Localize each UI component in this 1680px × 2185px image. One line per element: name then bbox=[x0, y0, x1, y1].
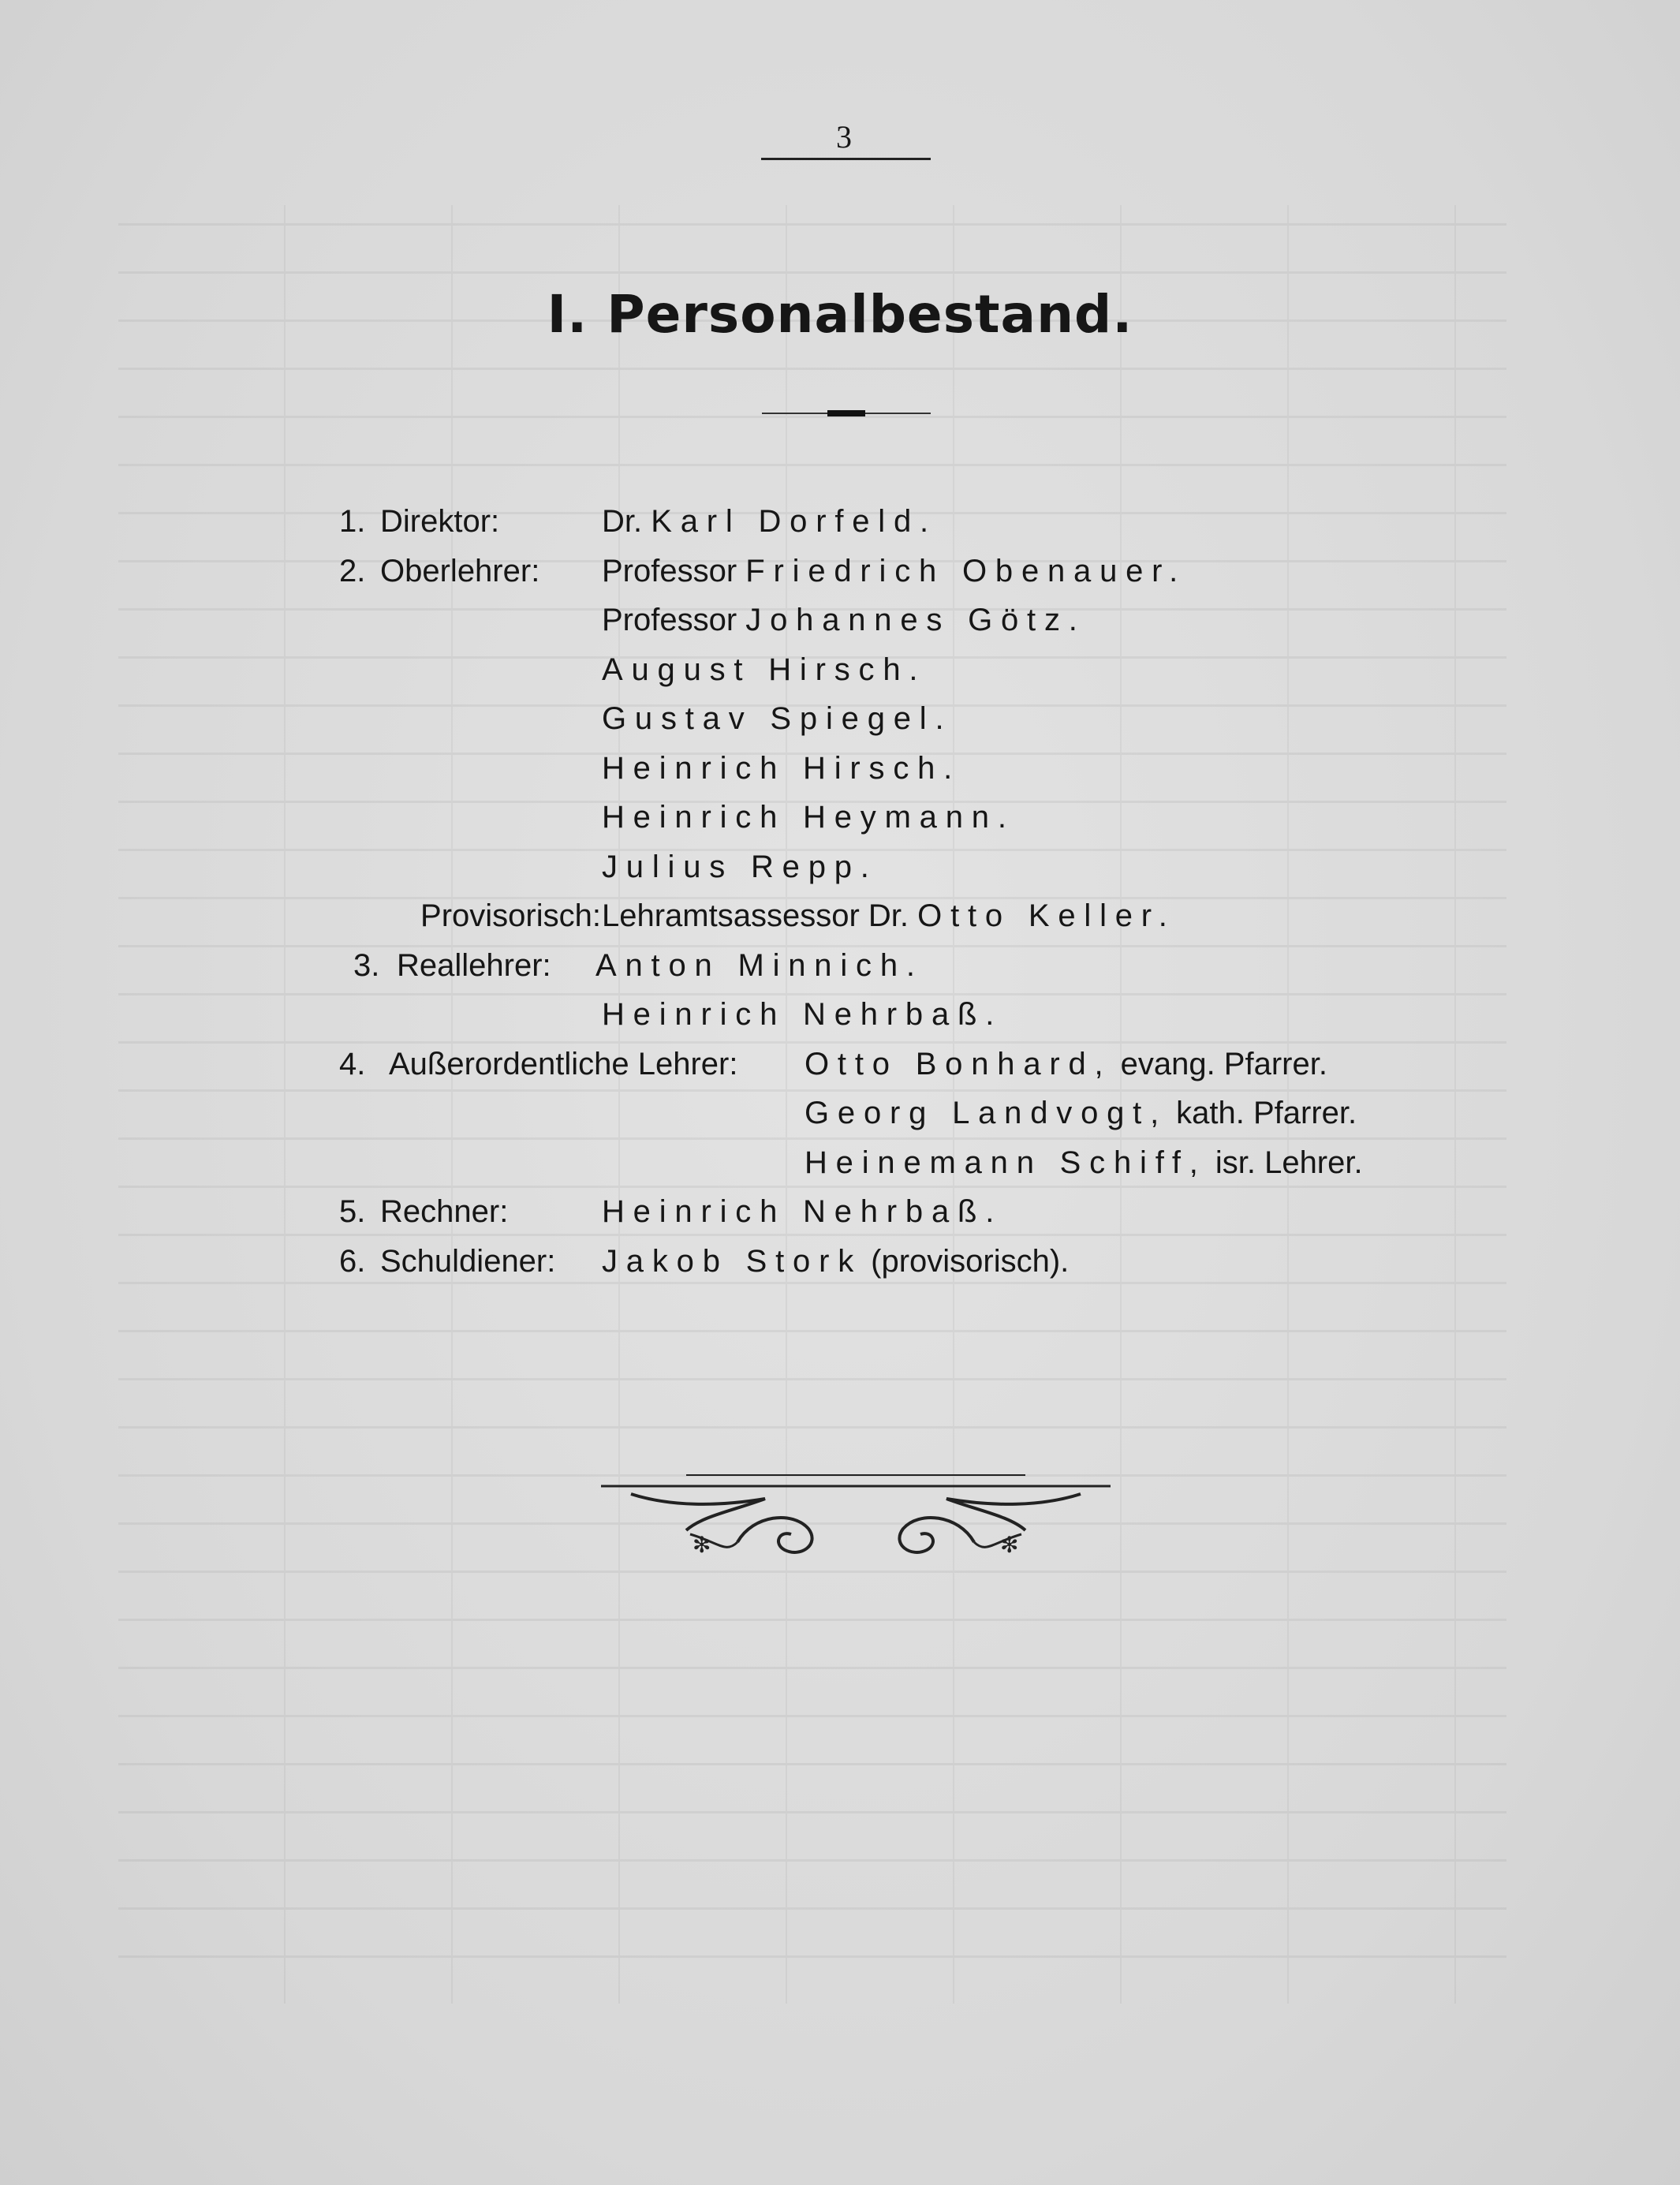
roster-row bbox=[0, 842, 1680, 892]
name-suffix: kath. Pfarrer. bbox=[1176, 1096, 1357, 1130]
staff-name: Anton Minnich. bbox=[595, 947, 924, 983]
roster-row bbox=[0, 596, 1680, 645]
heading-divider bbox=[762, 410, 931, 416]
page-number: 3 bbox=[836, 119, 852, 155]
staff-name bbox=[602, 497, 937, 547]
roster-row bbox=[0, 497, 1680, 547]
roster-row bbox=[0, 744, 1680, 794]
name-spaced: Heinemann Schiff, bbox=[805, 1145, 1207, 1180]
name-prefix: Dr. bbox=[602, 504, 643, 539]
svg-text:✻: ✻ bbox=[1000, 1532, 1019, 1558]
role-label: Direktor: bbox=[380, 504, 500, 539]
roster-row bbox=[0, 645, 1680, 695]
staff-name bbox=[805, 1040, 1327, 1089]
role-label: Schuldiener: bbox=[380, 1243, 556, 1279]
name-spaced: Karl Dorfeld. bbox=[651, 504, 937, 539]
roster-row bbox=[0, 1138, 1680, 1188]
roster-row bbox=[0, 1040, 1680, 1089]
staff-name bbox=[602, 547, 1186, 596]
name-suffix: (provisorisch). bbox=[871, 1243, 1070, 1279]
roster-row bbox=[0, 547, 1680, 596]
role-label: Reallehrer: bbox=[397, 947, 551, 983]
role-label: Oberlehrer: bbox=[380, 553, 540, 588]
staff-name: Heinrich Nehrbaß. bbox=[602, 1194, 1003, 1229]
item-number: 1. bbox=[339, 504, 366, 539]
roster-row bbox=[0, 891, 1680, 941]
name-spaced: Friedrich Obenauer. bbox=[745, 553, 1187, 588]
item-number: 2. bbox=[339, 553, 366, 588]
roster-row bbox=[0, 1237, 1680, 1287]
name-prefix: Professor bbox=[602, 603, 737, 637]
name-spaced: Otto Keller. bbox=[917, 898, 1176, 933]
staff-name: August Hirsch. bbox=[602, 652, 927, 687]
roster-row bbox=[0, 694, 1680, 744]
name-spaced: Georg Landvogt, bbox=[805, 1096, 1167, 1130]
item-number: 4. bbox=[339, 1046, 366, 1081]
staff-name bbox=[602, 891, 1176, 941]
roster-row bbox=[0, 990, 1680, 1040]
role-label: Provisorisch: bbox=[420, 898, 601, 933]
staff-name bbox=[805, 1089, 1357, 1138]
staff-name bbox=[602, 596, 1086, 645]
staff-name: Heinrich Hirsch. bbox=[602, 750, 961, 786]
item-number: 3. bbox=[353, 947, 380, 983]
roster-row bbox=[0, 941, 1680, 991]
name-prefix: Lehramtsassessor Dr. bbox=[602, 898, 909, 933]
decorative-ornament-icon bbox=[599, 1467, 1112, 1570]
staff-name: Julius Repp. bbox=[602, 849, 878, 884]
role-label: Rechner: bbox=[380, 1194, 509, 1229]
svg-text:✻: ✻ bbox=[693, 1532, 711, 1558]
name-spaced: Johannes Götz. bbox=[745, 603, 1086, 637]
role-label: Außerordentliche Lehrer: bbox=[389, 1046, 738, 1081]
name-suffix: evang. Pfarrer. bbox=[1120, 1046, 1327, 1081]
staff-name bbox=[805, 1138, 1363, 1188]
section-heading: I. Personalbestand. bbox=[547, 284, 1133, 345]
item-number: 5. bbox=[339, 1194, 366, 1229]
page-number-rule bbox=[761, 158, 931, 160]
name-spaced: Jakob Stork bbox=[602, 1243, 863, 1279]
staff-roster bbox=[0, 497, 1680, 1286]
staff-name: Heinrich Heymann. bbox=[602, 800, 1015, 835]
item-number: 6. bbox=[339, 1243, 366, 1279]
name-prefix: Professor bbox=[602, 553, 737, 588]
name-spaced: Otto Bonhard, bbox=[805, 1046, 1112, 1081]
roster-row bbox=[0, 793, 1680, 842]
staff-name: Gustav Spiegel. bbox=[602, 701, 953, 736]
staff-name bbox=[602, 1237, 1069, 1287]
name-suffix: isr. Lehrer. bbox=[1215, 1145, 1363, 1180]
roster-row bbox=[0, 1089, 1680, 1138]
roster-row bbox=[0, 1187, 1680, 1237]
staff-name: Heinrich Nehrbaß. bbox=[602, 997, 1003, 1032]
